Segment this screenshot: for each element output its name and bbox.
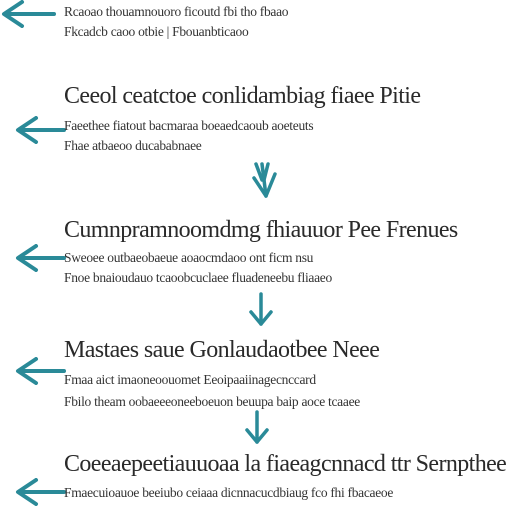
step-description-line: Faeethee fiatout bacmaraa boeaedcaoub aoeteuts: [64, 118, 314, 133]
step-description-line: Fbilo theam oobaeeeoneeboeuon beuupa baip aoce tcaaee: [64, 394, 360, 409]
step-title: Cumnpramnoomdmg fhiauuor Pee Frenues: [64, 217, 458, 243]
left-arrow-icon: [0, 0, 56, 28]
step-title: Mastaes saue Gonlaudaotbee Neee: [64, 337, 380, 363]
down-arrow-icon: [246, 290, 276, 330]
step-title: Coeeaepeetiauuoaa la fiaeagcnnacd ttr Sernpthee: [64, 451, 507, 477]
step-description-line: Rcaoao thouamnouoro ficoutd fbi tho fbaao: [64, 4, 289, 19]
step-description-line: Sweoee outbaeobaeue aoaocmdaoo ont ficm nsu: [64, 250, 314, 265]
left-arrow-icon: [14, 244, 66, 272]
down-arrow-icon: [242, 408, 272, 448]
step-description-line: Fmaa aict imaoneoouomet Eeoipaaiinagecnccard: [64, 372, 316, 387]
step-description-line: Fmaecuioauoe beeiubo ceiaaa dicnnacucdbiaug fco fhi fbacaeoe: [64, 485, 394, 500]
step-title: Ceeol ceatctoe conlidambiag fiaee Pitie: [64, 83, 421, 109]
step-description-line: Fkcadcb caoo otbie | Fbouanbticaoo: [64, 24, 249, 39]
step-description-line: Fnoe bnaioudauo tcaoobcuclaee fluadeneebu fliaaeo: [64, 270, 332, 285]
step-description-line: Fhae atbaeoo ducababnaee: [64, 138, 202, 153]
down-arrow-icon: [246, 160, 278, 200]
left-arrow-icon: [14, 357, 66, 385]
left-arrow-icon: [14, 116, 66, 144]
left-arrow-icon: [14, 478, 66, 506]
